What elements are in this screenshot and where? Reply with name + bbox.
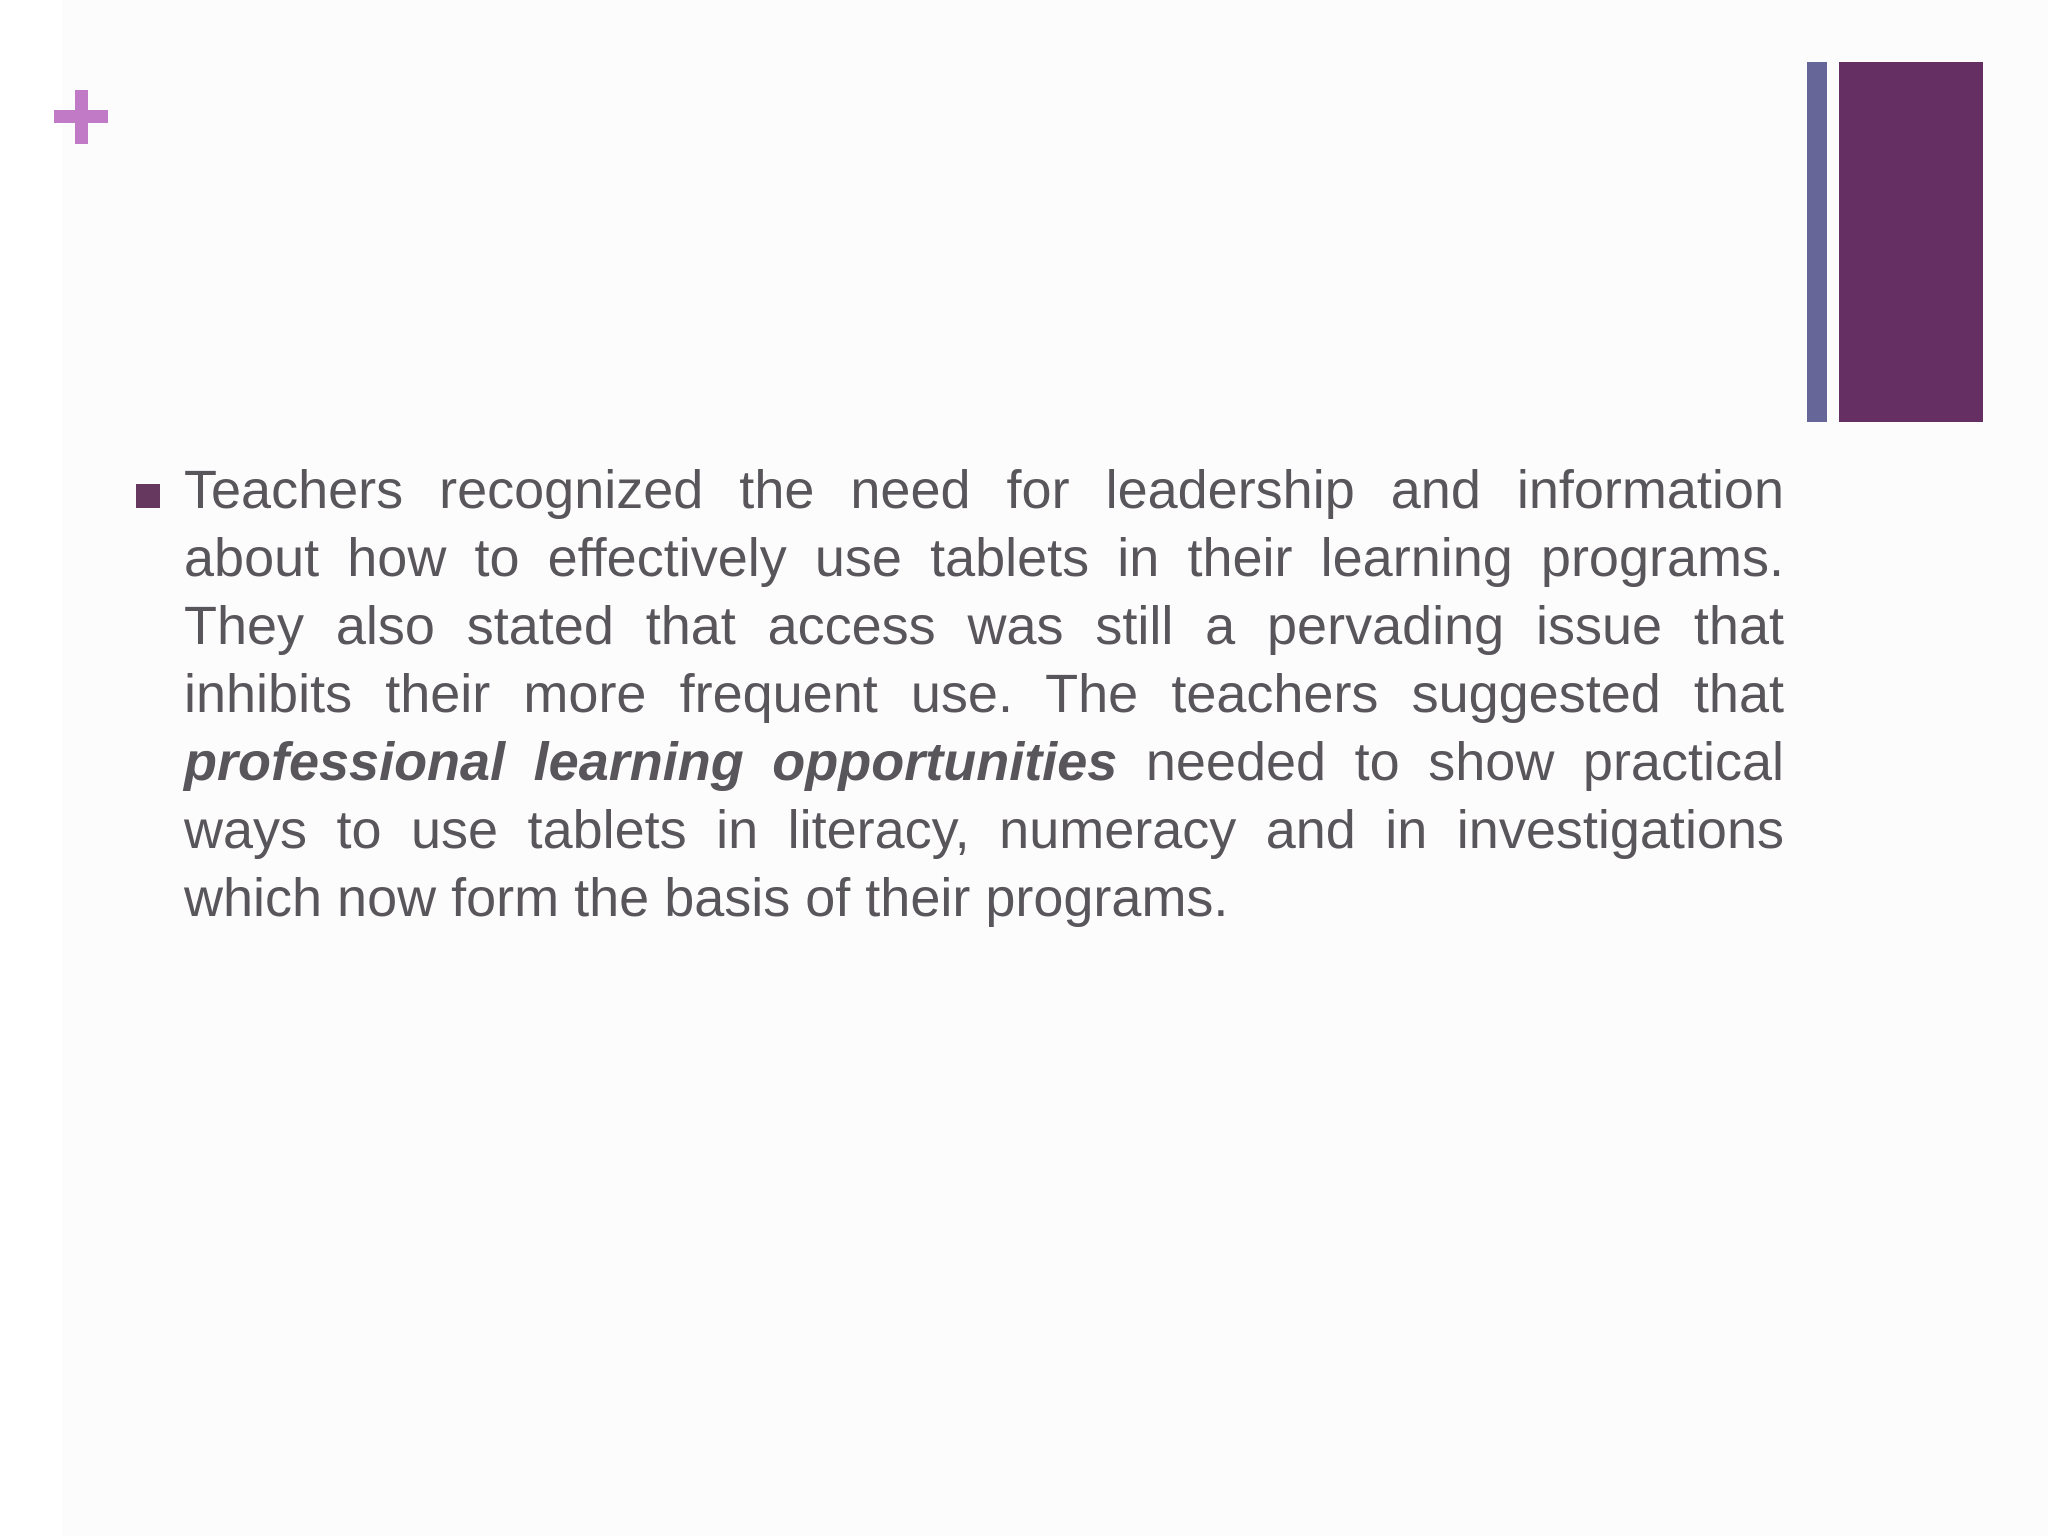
plus-icon [54, 90, 108, 144]
bullet-text-after: needed to show practical ways to use tablets in literacy, numeracy and in investigations which now form the basis of their programs. [184, 732, 1784, 928]
accent-bar-wide [1839, 62, 1983, 422]
bullet-item [136, 456, 1784, 932]
bullet-text [184, 456, 1784, 932]
slide-content [136, 456, 1784, 932]
square-bullet-icon [136, 484, 160, 508]
bullet-text-emphasis: professional learning opportunities [184, 732, 1118, 792]
plus-icon-vertical [75, 90, 88, 144]
bullet-text-before: Teachers recognized the need for leadership and information about how to effectively use tablets in their learning programs. They also stated that access was still a pervading issue that inhibits their more frequent use. The teachers suggested that [184, 460, 1784, 724]
accent-bar-thin [1807, 62, 1827, 422]
